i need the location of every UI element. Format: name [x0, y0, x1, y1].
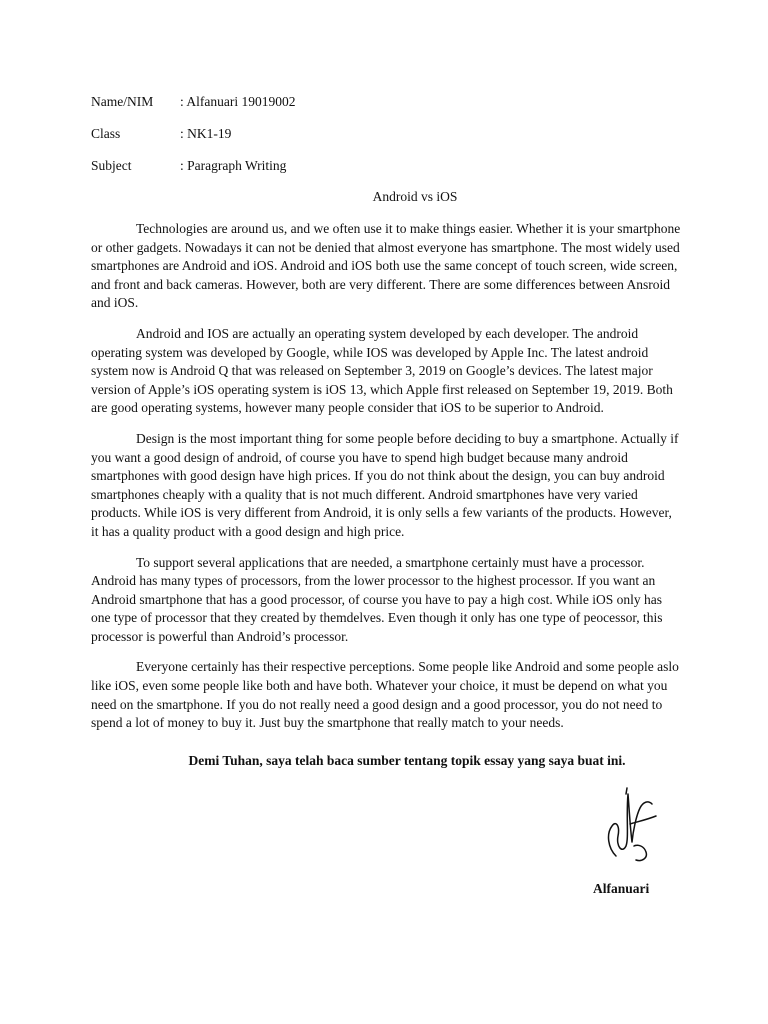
handwritten-signature [596, 786, 666, 866]
paragraph-operating-system: Android and IOS are actually an operating system developed by each developer. The android operating system was developed by Google, while IOS was developed by Apple Inc. The latest android system now is Android Q that was released on September 3, 2019 on Google’s devices. The latest major version of Apple’s iOS operating system is iOS 13, which Apple first released on September 19, 2019. Both are good operating systems, however many people consider that iOS to be superior to Android. [91, 325, 673, 416]
signer-name: Alfanuari [593, 881, 650, 896]
essay-title-wrap [0, 188, 768, 206]
essay-title: Android vs iOS [372, 189, 458, 204]
paragraph-processor: To support several applications that are needed, a smartphone certainly must have a processor. Android has many types of processors, from the lower processor to the highest processor. If you want an Android smartphone that has a good processor, of course you have to pay a high cost. While iOS only has one type of processor that they created by themdelves. Even though it only has one type of peocessor, this processor is powerful than Android’s processor. [91, 554, 663, 644]
subject-label: Subject [91, 158, 132, 173]
name-value: : Alfanuari 19019002 [180, 94, 296, 109]
name-label: Name/NIM [91, 94, 154, 109]
class-value: : NK1-19 [180, 126, 232, 141]
paragraph-conclusion: Everyone certainly has their respective perceptions. Some people like Android and some people aslo like iOS, even some people like both and have both. Whatever your choice, it must be depend on what you need on the smartphone. If you do not really need a good design and a good processor, you do not need to spend a lot of money to buy it. Just buy the smartphone that really match to your needs. [91, 659, 679, 731]
pledge-statement: Demi Tuhan, saya telah baca sumber tentang topik essay yang saya buat ini. [188, 753, 626, 768]
paragraph-intro: Technologies are around us, and we often use it to make things easier. Whether it is your smartphone or other gadgets. Nowadays it can not be denied that almost everyone has smartphone. The most widely used smartphones are Android and iOS. Android and iOS both use the same concept of touch screen, wide screen, and front and back cameras. However, both are very different. There are some differences between Ansroid and iOS. [91, 221, 681, 311]
paragraph-design: Design is the most important thing for some people before deciding to buy a smartphone. Actually if you want a good design of android, of course you have to spend high budget because many android smartphones with good design have high prices. If you do not think about the design, you can buy android smartphones cheaply with a quality that is not much different. Android smartphones have very varied products. While iOS is very different from Android, it is only sells a few variants of the products. However, it has a quality product with a good design and high price. [91, 430, 679, 539]
class-label: Class [91, 126, 121, 141]
pledge-wrap [0, 752, 768, 770]
subject-value: : Paragraph Writing [180, 158, 287, 173]
essay-body [91, 220, 681, 745]
